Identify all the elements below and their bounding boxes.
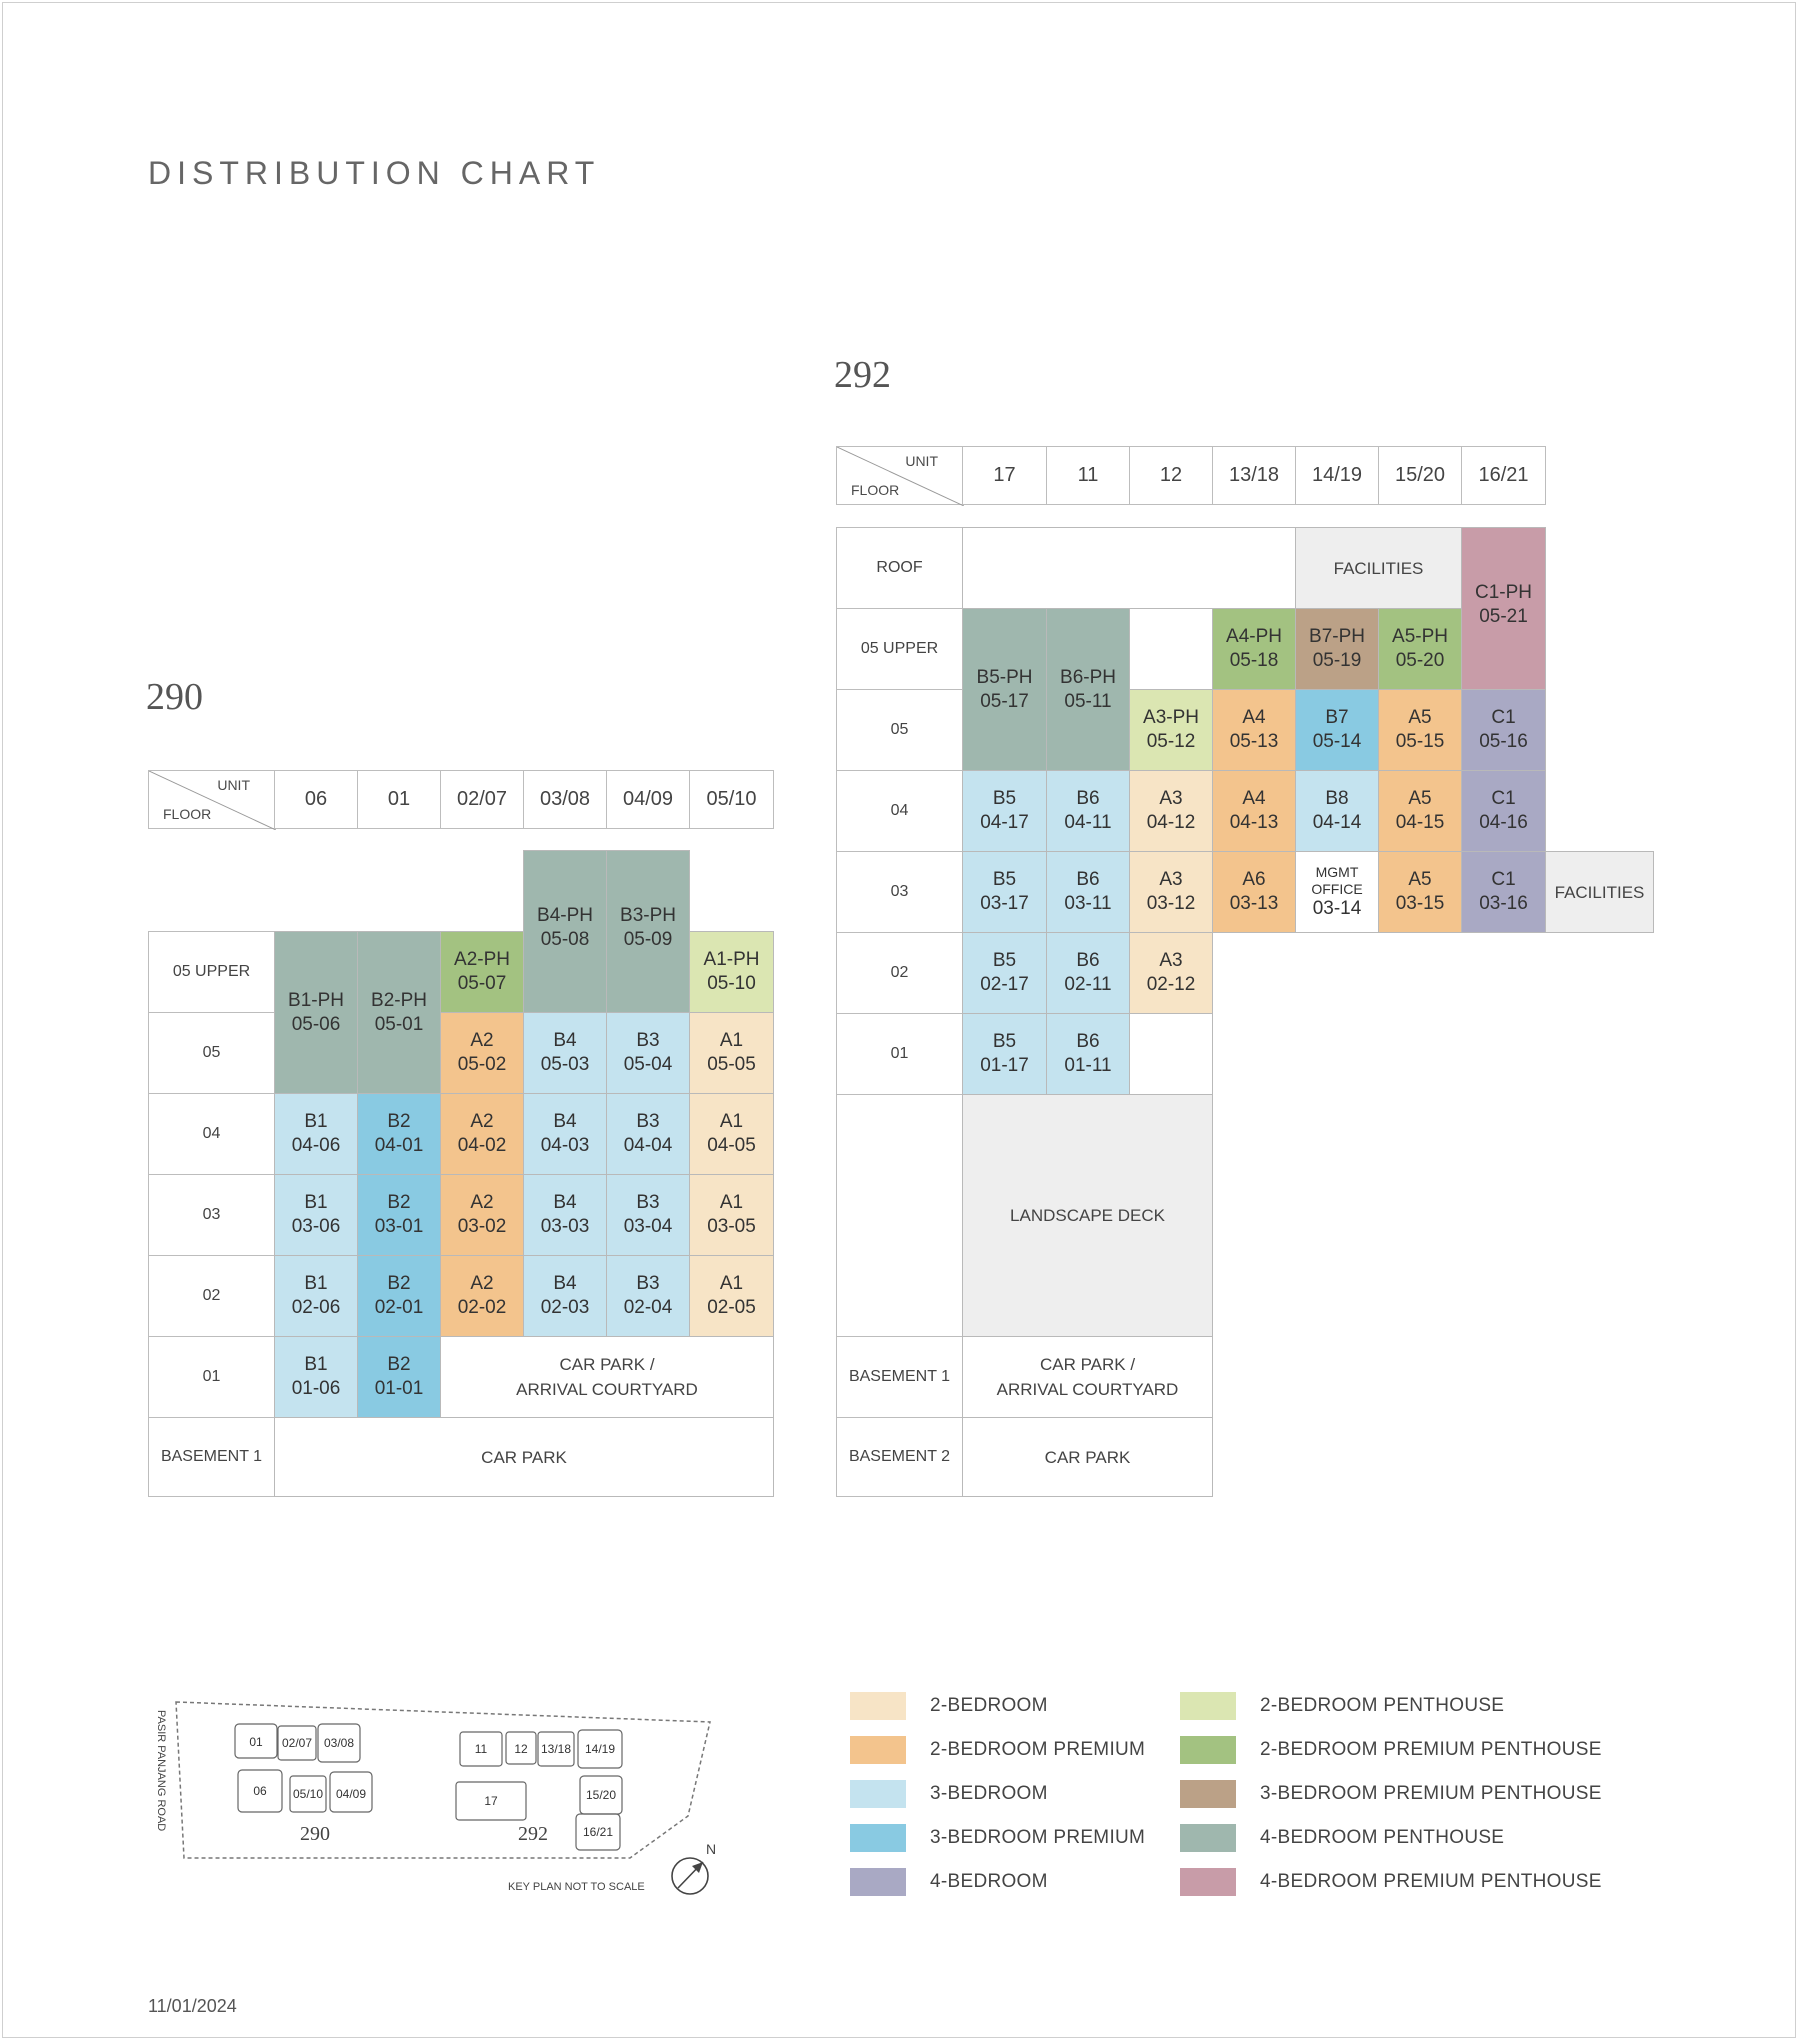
unit-number: 03-17 xyxy=(980,893,1029,914)
unit-cell[interactable] xyxy=(440,1255,524,1337)
unit-type: B6 xyxy=(1076,788,1100,809)
unit-cell[interactable] xyxy=(606,1012,690,1094)
unit-cell[interactable] xyxy=(274,1093,358,1175)
unit-cell[interactable] xyxy=(962,1013,1047,1095)
b292-floor-basement-1: BASEMENT 1 xyxy=(836,1336,963,1418)
b292-03-facilities xyxy=(1545,851,1654,933)
unit-cell[interactable] xyxy=(1046,932,1130,1014)
unit-cell[interactable] xyxy=(1378,770,1462,852)
b292-header-corner xyxy=(836,446,963,505)
unit-type: C1 xyxy=(1491,869,1516,890)
unit-type: A1-PH xyxy=(703,949,760,970)
unit-type: A2-PH xyxy=(454,949,510,970)
unit-cell[interactable] xyxy=(606,850,690,1013)
kp-label-04-09: 04/09 xyxy=(335,1787,367,1801)
legend-label: 3-BEDROOM PREMIUM xyxy=(930,1827,1146,1848)
unit-type: C1-PH xyxy=(1474,582,1532,603)
unit-cell[interactable] xyxy=(274,1174,358,1256)
b290-floor-05-upper: 05 UPPER xyxy=(148,931,275,1013)
legend-label: 2-BEDROOM PENTHOUSE xyxy=(1260,1695,1505,1716)
unit-type: A3 xyxy=(1159,869,1183,890)
unit-type: A2 xyxy=(470,1273,494,1294)
b292-floor-label: FLOOR xyxy=(851,482,900,498)
unit-number: 05-14 xyxy=(1312,731,1362,752)
unit-number: 02-06 xyxy=(291,1297,341,1318)
unit-type: A1 xyxy=(719,1192,744,1213)
b290-floor-basement-1: BASEMENT 1 xyxy=(148,1417,275,1497)
b290-floor-04: 04 xyxy=(148,1093,275,1175)
unit-cell[interactable] xyxy=(357,1174,441,1256)
unit-type: B2 xyxy=(387,1354,411,1375)
unit-cell[interactable] xyxy=(1129,932,1213,1014)
unit-cell[interactable] xyxy=(1295,770,1379,852)
unit-number: 03-02 xyxy=(457,1216,507,1237)
north-label: N xyxy=(706,1841,717,1857)
unit-type: A4 xyxy=(1242,788,1266,809)
b290-unit-06: 06 xyxy=(274,770,358,829)
unit-type: A2 xyxy=(470,1030,494,1051)
unit-cell[interactable] xyxy=(1378,851,1462,933)
unit-number: 03-11 xyxy=(1064,893,1112,914)
unit-type: B2 xyxy=(387,1111,411,1132)
unit-number: 01-17 xyxy=(980,1055,1029,1076)
unit-number: 05-18 xyxy=(1229,650,1279,671)
legend-swatch xyxy=(1180,1824,1236,1852)
legend-swatch xyxy=(1180,1868,1236,1896)
unit-cell[interactable] xyxy=(523,1174,607,1256)
unit-type: A5-PH xyxy=(1392,626,1448,647)
unit-cell[interactable] xyxy=(1129,851,1213,933)
unit-number: 04-02 xyxy=(457,1135,507,1156)
unit-type: A4 xyxy=(1242,707,1266,728)
building-290-title: 290 xyxy=(146,676,203,718)
key-plan xyxy=(140,1690,740,1900)
b292-unit-13-18: 13/18 xyxy=(1212,446,1296,505)
unit-cell[interactable] xyxy=(1212,608,1296,690)
kp-label-17: 17 xyxy=(484,1794,498,1808)
unit-number: 03-01 xyxy=(374,1216,424,1237)
unit-number: 02-01 xyxy=(374,1297,424,1318)
legend-swatch xyxy=(850,1868,906,1896)
unit-number: 03-13 xyxy=(1229,893,1279,914)
b290-unit-05-10: 05/10 xyxy=(689,770,774,829)
legend-item xyxy=(850,1868,1048,1896)
unit-cell[interactable] xyxy=(1295,689,1379,771)
unit-number: 05-08 xyxy=(540,929,590,950)
unit-number: 05-05 xyxy=(707,1054,756,1075)
unit-cell[interactable] xyxy=(689,1255,774,1337)
kp-label-03-08: 03/08 xyxy=(323,1736,355,1750)
unit-number: 01-06 xyxy=(291,1378,341,1399)
unit-number: 05-15 xyxy=(1395,731,1445,752)
unit-cell[interactable] xyxy=(440,1174,524,1256)
legend-label: 4-BEDROOM xyxy=(930,1871,1048,1892)
b292-floor-landscape-row xyxy=(836,1094,963,1337)
unit-number: 05-13 xyxy=(1229,731,1279,752)
unit-number: 05-20 xyxy=(1395,650,1445,671)
unit-cell[interactable] xyxy=(1295,608,1379,690)
unit-cell[interactable] xyxy=(357,1093,441,1175)
unit-number: 05-04 xyxy=(623,1054,673,1075)
kp-label-13-18: 13/18 xyxy=(540,1742,572,1756)
mgmt-line1: MGMT xyxy=(1315,864,1359,880)
unit-type: C1 xyxy=(1491,788,1516,809)
unit-type: B3 xyxy=(636,1030,660,1051)
unit-cell[interactable] xyxy=(962,608,1047,771)
unit-cell[interactable] xyxy=(962,770,1047,852)
carpark-label: CAR PARK xyxy=(1044,1447,1131,1467)
unit-number: 02-05 xyxy=(707,1297,756,1318)
b292-unit-11: 11 xyxy=(1046,446,1130,505)
b292-01-empty xyxy=(1129,1013,1213,1095)
legend-swatch xyxy=(850,1692,906,1720)
unit-cell[interactable] xyxy=(357,1255,441,1337)
legend-item xyxy=(1180,1780,1602,1808)
b290-floor-02: 02 xyxy=(148,1255,275,1337)
mgmt-line2: OFFICE xyxy=(1311,881,1363,897)
unit-number: 03-06 xyxy=(291,1216,341,1237)
b292-floor-03: 03 xyxy=(836,851,963,933)
b292-unit-16-21: 16/21 xyxy=(1461,446,1546,505)
unit-type: B1 xyxy=(304,1354,328,1375)
unit-type: B2 xyxy=(387,1192,411,1213)
unit-number: 03-15 xyxy=(1395,893,1445,914)
unit-type: B3 xyxy=(636,1192,660,1213)
unit-type: B6 xyxy=(1076,1031,1100,1052)
unit-number: 05-07 xyxy=(457,973,507,994)
unit-type: B6 xyxy=(1076,950,1100,971)
landscape-label: LANDSCAPE DECK xyxy=(1010,1206,1165,1225)
unit-cell[interactable] xyxy=(1212,689,1296,771)
b292-floor-roof: ROOF xyxy=(836,527,963,609)
unit-cell[interactable] xyxy=(274,1255,358,1337)
unit-type: B2 xyxy=(387,1273,411,1294)
unit-number: 05-06 xyxy=(291,1013,341,1035)
unit-type: A5 xyxy=(1408,869,1432,890)
unit-number: 02-11 xyxy=(1064,974,1112,995)
b290-floor-05: 05 xyxy=(148,1012,275,1094)
legend-swatch xyxy=(850,1824,906,1852)
unit-cell[interactable] xyxy=(1046,608,1130,771)
unit-type: A5 xyxy=(1408,788,1432,809)
kp-label-15-20: 15/20 xyxy=(585,1788,617,1802)
b292-floor-basement-2: BASEMENT 2 xyxy=(836,1417,963,1497)
unit-type: B4 xyxy=(553,1111,577,1132)
legend-swatch xyxy=(1180,1736,1236,1764)
unit-number: 02-04 xyxy=(623,1297,673,1318)
unit-cell[interactable] xyxy=(606,1093,690,1175)
unit-cell[interactable] xyxy=(1212,851,1296,933)
unit-cell[interactable] xyxy=(606,1174,690,1256)
unit-type: A1 xyxy=(719,1273,744,1294)
unit-type: B5 xyxy=(992,869,1017,890)
unit-number: 05-01 xyxy=(374,1013,424,1035)
unit-cell[interactable] xyxy=(1461,689,1546,771)
unit-cell[interactable] xyxy=(689,1012,774,1094)
unit-type: A4-PH xyxy=(1226,626,1282,647)
unit-cell[interactable] xyxy=(523,1012,607,1094)
unit-type: B5 xyxy=(992,950,1017,971)
legend-label: 2-BEDROOM xyxy=(930,1695,1048,1716)
b292-mgmt-office xyxy=(1295,851,1379,933)
unit-number: 05-03 xyxy=(540,1054,590,1075)
legend-item xyxy=(1180,1868,1602,1896)
unit-number: 04-15 xyxy=(1395,812,1445,833)
unit-type: B6 xyxy=(1076,869,1100,890)
b292-unit-17: 17 xyxy=(962,446,1047,505)
unit-type: B7 xyxy=(1325,707,1349,728)
unit-cell[interactable] xyxy=(1212,770,1296,852)
b292-floor-04: 04 xyxy=(836,770,963,852)
unit-number: 05-16 xyxy=(1479,731,1528,752)
unit-cell[interactable] xyxy=(1378,689,1462,771)
carpark-arrival-line1: CAR PARK / xyxy=(1039,1355,1136,1374)
kp-label-16-21: 16/21 xyxy=(582,1825,614,1839)
unit-type: A2 xyxy=(470,1111,494,1132)
unit-type: A3 xyxy=(1159,788,1183,809)
unit-cell[interactable] xyxy=(1046,1013,1130,1095)
north-arrow-icon xyxy=(672,1858,708,1894)
unit-number: 03-12 xyxy=(1146,893,1196,914)
unit-number: 05-09 xyxy=(623,929,673,950)
unit-type: B3 xyxy=(636,1273,660,1294)
b290-carpark-arrival xyxy=(440,1336,774,1418)
unit-cell[interactable] xyxy=(689,931,774,1013)
unit-cell[interactable] xyxy=(689,1174,774,1256)
unit-type: A1 xyxy=(719,1111,744,1132)
kp-label-05-10: 05/10 xyxy=(292,1787,324,1801)
legend-label: 2-BEDROOM PREMIUM PENTHOUSE xyxy=(1260,1739,1602,1760)
kp-building-292: 292 xyxy=(518,1823,548,1845)
b292-unit-14-19: 14/19 xyxy=(1295,446,1379,505)
unit-cell[interactable] xyxy=(1378,608,1462,690)
unit-type: B1 xyxy=(304,1273,328,1294)
unit-cell[interactable] xyxy=(274,931,358,1094)
unit-type: B5 xyxy=(992,1031,1017,1052)
unit-type: C1 xyxy=(1491,707,1516,728)
unit-number: 05-10 xyxy=(707,973,756,994)
unit-number: 02-17 xyxy=(980,974,1029,995)
legend-label: 4-BEDROOM PENTHOUSE xyxy=(1260,1827,1505,1848)
unit-number: 03-16 xyxy=(1479,893,1528,914)
unit-type: B7-PH xyxy=(1309,626,1365,647)
document-date: 11/01/2024 xyxy=(148,1996,237,2016)
kp-label-12: 12 xyxy=(514,1742,528,1756)
unit-type: B3 xyxy=(636,1111,660,1132)
unit-type: B1-PH xyxy=(288,989,344,1011)
legend-swatch xyxy=(1180,1692,1236,1720)
unit-cell[interactable] xyxy=(440,1093,524,1175)
b290-floor-label: FLOOR xyxy=(163,806,212,822)
unit-type: B5-PH xyxy=(976,666,1033,688)
unit-type: B4-PH xyxy=(537,905,593,926)
carpark-arrival-line2: ARRIVAL COURTYARD xyxy=(996,1380,1179,1399)
unit-cell[interactable] xyxy=(1129,770,1213,852)
unit-type: B4 xyxy=(553,1192,577,1213)
unit-cell[interactable] xyxy=(962,851,1047,933)
unit-number: 01-11 xyxy=(1064,1055,1112,1076)
unit-number: 02-03 xyxy=(540,1297,590,1318)
mgmt-number: 03-14 xyxy=(1312,898,1362,919)
kp-label-11: 11 xyxy=(474,1742,488,1756)
unit-number: 05-11 xyxy=(1064,690,1112,712)
legend-label: 3-BEDROOM xyxy=(930,1783,1048,1804)
unit-type: A1 xyxy=(719,1030,744,1051)
unit-cell[interactable] xyxy=(1461,770,1546,852)
unit-number: 04-01 xyxy=(374,1135,424,1156)
unit-cell[interactable] xyxy=(274,1336,358,1418)
unit-cell[interactable] xyxy=(523,1093,607,1175)
unit-type: B8 xyxy=(1325,788,1349,809)
facilities-label: FACILITIES xyxy=(1554,882,1645,902)
b292-carpark xyxy=(962,1417,1213,1497)
legend-label: 4-BEDROOM PREMIUM PENTHOUSE xyxy=(1260,1871,1602,1892)
unit-number: 04-16 xyxy=(1479,812,1528,833)
unit-type: B4 xyxy=(553,1273,577,1294)
unit-number: 04-06 xyxy=(291,1135,341,1156)
b290-unit-label: UNIT xyxy=(217,777,250,793)
legend-swatch xyxy=(850,1736,906,1764)
unit-cell[interactable] xyxy=(1046,851,1130,933)
unit-number: 05-21 xyxy=(1479,606,1528,627)
unit-cell[interactable] xyxy=(440,931,524,1013)
b290-floor-01: 01 xyxy=(148,1336,275,1418)
b292-unit-label: UNIT xyxy=(905,453,938,469)
unit-cell[interactable] xyxy=(357,1336,441,1418)
unit-type: B6-PH xyxy=(1060,666,1116,688)
unit-number: 04-12 xyxy=(1146,812,1196,833)
building-292-title: 292 xyxy=(834,354,891,396)
b290-floor-03: 03 xyxy=(148,1174,275,1256)
b292-floor-02: 02 xyxy=(836,932,963,1014)
unit-cell[interactable] xyxy=(440,1012,524,1094)
legend-item xyxy=(850,1780,1048,1808)
facilities-label: FACILITIES xyxy=(1333,558,1424,578)
unit-number: 04-14 xyxy=(1312,812,1362,833)
legend-item xyxy=(1180,1824,1504,1852)
unit-type: B1 xyxy=(304,1111,328,1132)
unit-type: A2 xyxy=(470,1192,494,1213)
b292-roof-empty xyxy=(962,527,1297,609)
b292-landscape-deck xyxy=(962,1094,1213,1337)
unit-cell[interactable] xyxy=(962,932,1047,1014)
kp-label-01: 01 xyxy=(249,1735,263,1749)
unit-type: B2-PH xyxy=(371,989,427,1011)
legend-item xyxy=(850,1736,1145,1764)
unit-type: A5 xyxy=(1408,707,1432,728)
unit-number: 04-04 xyxy=(623,1135,673,1156)
b292-unit-12: 12 xyxy=(1129,446,1213,505)
unit-number: 04-13 xyxy=(1229,812,1279,833)
kp-building-290: 290 xyxy=(300,1823,330,1845)
unit-number: 04-11 xyxy=(1064,812,1112,833)
unit-cell[interactable] xyxy=(1461,527,1546,690)
unit-number: 05-02 xyxy=(457,1054,507,1075)
b292-unit-15-20: 15/20 xyxy=(1378,446,1462,505)
legend-item xyxy=(850,1824,1145,1852)
legend-label: 3-BEDROOM PREMIUM PENTHOUSE xyxy=(1260,1783,1602,1804)
b290-unit-03-08: 03/08 xyxy=(523,770,607,829)
unit-cell[interactable] xyxy=(1129,689,1213,771)
carpark-arrival-line2: ARRIVAL COURTYARD xyxy=(516,1380,698,1399)
b292-floor-05-upper: 05 UPPER xyxy=(836,608,963,690)
unit-type: B4 xyxy=(553,1030,577,1051)
unit-cell[interactable] xyxy=(523,850,607,1013)
kp-label-06: 06 xyxy=(253,1784,267,1798)
unit-type: B1 xyxy=(304,1192,328,1213)
b290-carpark xyxy=(274,1417,774,1497)
unit-number: 05-17 xyxy=(980,690,1029,712)
b292-roof-facilities xyxy=(1295,527,1462,609)
b290-header-corner xyxy=(148,770,275,829)
unit-cell[interactable] xyxy=(1461,851,1546,933)
legend-swatch xyxy=(850,1780,906,1808)
unit-cell[interactable] xyxy=(1046,770,1130,852)
unit-cell[interactable] xyxy=(606,1255,690,1337)
b292-floor-05: 05 xyxy=(836,689,963,771)
unit-number: 05-12 xyxy=(1146,731,1196,752)
b290-unit-02-07: 02/07 xyxy=(440,770,524,829)
carpark-label: CAR PARK xyxy=(481,1447,567,1467)
unit-type: B5 xyxy=(992,788,1017,809)
kp-label-14-19: 14/19 xyxy=(584,1742,616,1756)
kp-note: KEY PLAN NOT TO SCALE xyxy=(508,1881,645,1893)
b292-floor-01: 01 xyxy=(836,1013,963,1095)
unit-number: 04-05 xyxy=(707,1135,756,1156)
road-label: PASIR PANJANG ROAD xyxy=(155,1710,167,1832)
carpark-arrival-line1: CAR PARK / xyxy=(559,1355,655,1374)
unit-type: A3 xyxy=(1159,950,1183,971)
legend-item xyxy=(1180,1736,1602,1764)
unit-number: 04-03 xyxy=(540,1135,590,1156)
unit-number: 02-12 xyxy=(1146,974,1196,995)
b290-unit-01: 01 xyxy=(357,770,441,829)
unit-cell[interactable] xyxy=(357,931,441,1094)
unit-number: 03-03 xyxy=(540,1216,590,1237)
unit-number: 01-01 xyxy=(374,1378,424,1399)
unit-cell[interactable] xyxy=(523,1255,607,1337)
legend-item xyxy=(1180,1692,1504,1720)
legend-label: 2-BEDROOM PREMIUM xyxy=(930,1739,1146,1760)
b292-carpark-arrival xyxy=(962,1336,1213,1418)
unit-number: 05-19 xyxy=(1312,650,1362,671)
unit-type: A6 xyxy=(1242,869,1266,890)
unit-number: 03-04 xyxy=(623,1216,673,1237)
kp-label-02-07: 02/07 xyxy=(281,1736,313,1750)
unit-number: 04-17 xyxy=(980,812,1029,833)
unit-type: A3-PH xyxy=(1143,707,1199,728)
page-title: DISTRIBUTION CHART xyxy=(148,155,601,191)
legend-swatch xyxy=(1180,1780,1236,1808)
unit-cell[interactable] xyxy=(689,1093,774,1175)
unit-number: 02-02 xyxy=(457,1297,507,1318)
unit-number: 03-05 xyxy=(707,1216,756,1237)
b290-unit-04-09: 04/09 xyxy=(606,770,690,829)
unit-type: B3-PH xyxy=(620,905,676,926)
legend-item xyxy=(850,1692,1048,1720)
